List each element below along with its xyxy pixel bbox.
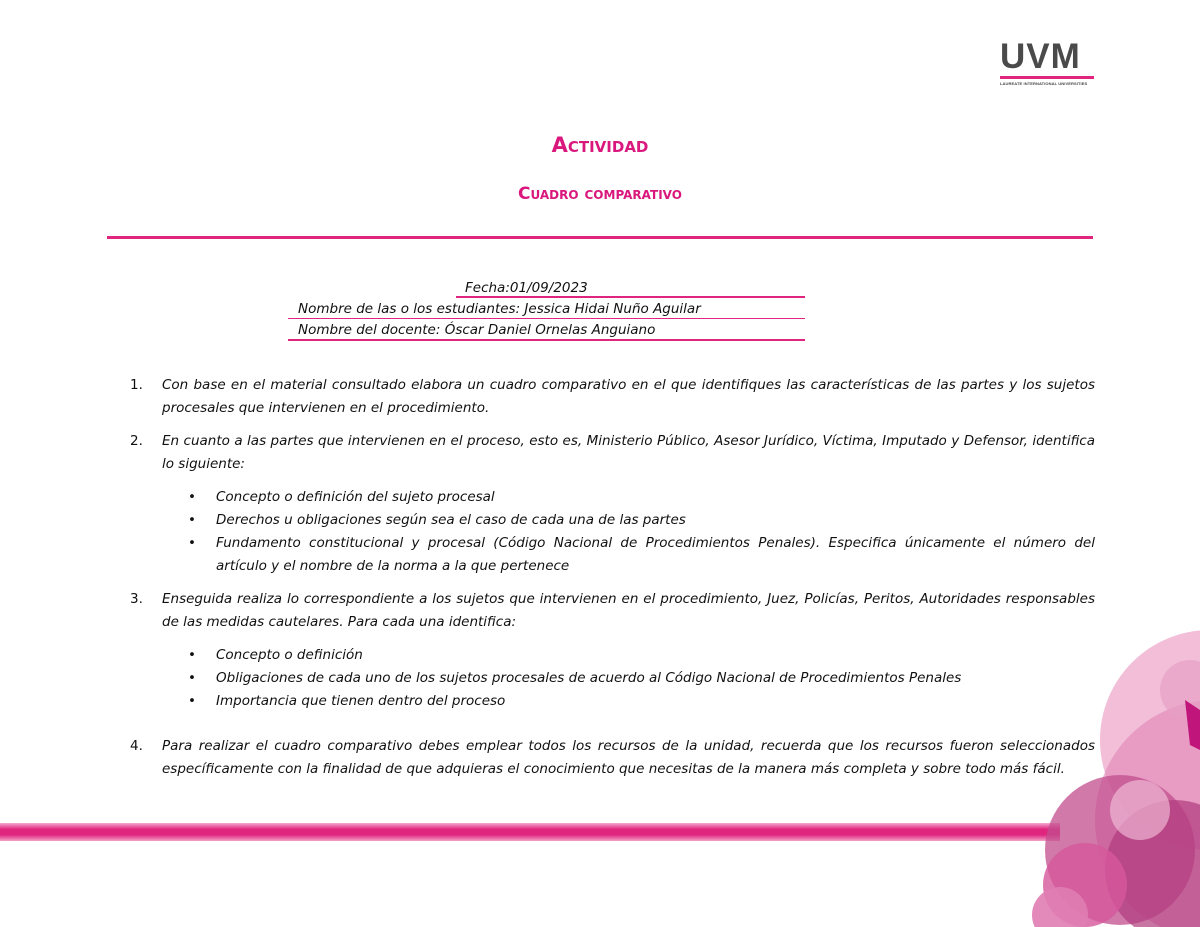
logo-text: UVM (1000, 37, 1081, 76)
bullet-text: Importancia que tienen dentro del proceso (216, 693, 506, 709)
logo-subtitle: LAUREATE INTERNATIONAL UNIVERSITIES (1000, 81, 1088, 86)
bullet-icon: • (188, 647, 196, 663)
bullet-item (188, 644, 1095, 667)
uvm-logo (1000, 37, 1094, 86)
bullet-item (188, 667, 1095, 690)
instruction-number: 2. (130, 433, 143, 449)
instruction-item (130, 430, 1095, 578)
bullet-text: Fundamento constitucional y procesal (Código Nacional de Procedimientos Penales). Especifica únicamente el número del artículo y el nombre de la norma a la que pertenece (216, 535, 1095, 574)
instruction-text: Con base en el material consultado elabora un cuadro comparativo en el que identifiques las características de las partes y los sujetos procesales que intervienen en el procedimiento. (162, 377, 1095, 416)
teacher-field: Nombre del docente: Óscar Daniel Ornelas Anguiano (298, 322, 656, 338)
instructions-list (130, 374, 1095, 781)
bullet-item (188, 690, 1095, 713)
bullet-icon: • (188, 512, 196, 528)
bullet-text: Derechos u obligaciones según sea el caso de cada una de las partes (216, 512, 686, 528)
bullet-text: Concepto o definición (216, 647, 363, 663)
instruction-item (130, 588, 1095, 713)
instruction-number: 1. (130, 377, 143, 393)
bullet-icon: • (188, 489, 196, 505)
students-field: Nombre de las o los estudiantes: Jessica Hidai Nuño Aguilar (298, 301, 701, 317)
bullet-icon: • (188, 670, 196, 686)
bullet-icon: • (188, 535, 196, 551)
bullet-list (162, 486, 1095, 578)
instruction-number: 3. (130, 591, 143, 607)
bullet-list (162, 644, 1095, 713)
logo-bar (1000, 76, 1094, 79)
bullet-item (188, 486, 1095, 509)
students-underline (288, 318, 805, 319)
instruction-item (130, 374, 1095, 420)
instruction-text: Enseguida realiza lo correspondiente a los sujetos que intervienen en el procedimiento, Juez, Policías, Peritos, Autoridades responsables de las medidas cautelares. Para cada una identifica: (162, 591, 1095, 630)
bullet-icon: • (188, 693, 196, 709)
page-subtitle: Cuadro comparativo (518, 184, 682, 204)
bullet-item (188, 509, 1095, 532)
instruction-number: 4. (130, 738, 143, 754)
instruction-text: En cuanto a las partes que intervienen en el proceso, esto es, Ministerio Público, Asesor Jurídico, Víctima, Imputado y Defensor, identifica lo siguiente: (162, 433, 1095, 472)
bullet-item (188, 532, 1095, 578)
teacher-underline (288, 339, 805, 341)
date-underline (456, 296, 805, 298)
instruction-text: Para realizar el cuadro comparativo debes emplear todos los recursos de la unidad, recuerda que los recursos fueron seleccionados específicamente con la finalidad de que adquieras el conocimiento que necesitas de la manera más completa y sobre todo más fácil. (162, 738, 1095, 777)
page-title: Actividad (551, 133, 649, 157)
instruction-item (130, 735, 1095, 781)
decorative-circles (1000, 630, 1200, 927)
bullet-text: Concepto o definición del sujeto procesal (216, 489, 495, 505)
bullet-text: Obligaciones de cada uno de los sujetos procesales de acuerdo al Código Nacional de Procedimientos Penales (216, 670, 962, 686)
footer-band (0, 823, 1060, 841)
date-field: Fecha:01/09/2023 (465, 280, 588, 296)
title-divider (107, 236, 1093, 239)
